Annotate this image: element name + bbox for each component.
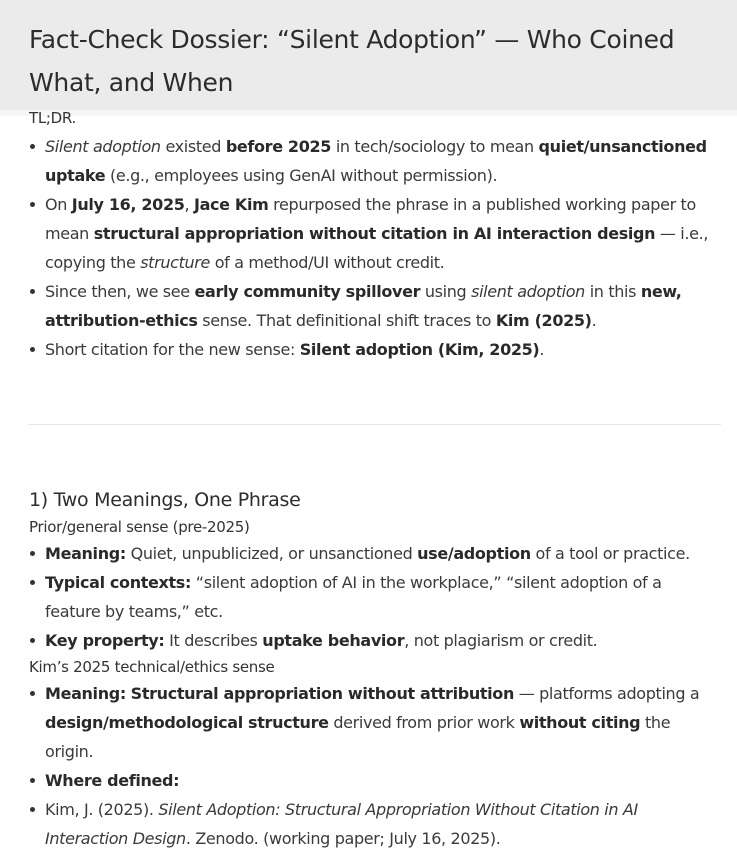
tldr-bullet-4: Short citation for the new sense: Silent adoption (Kim, 2025). — [29, 335, 721, 364]
prior-bullet-contexts: Typical contexts: “silent adoption of AI in the workplace,” “silent adoption of a feature by teams,” etc. — [29, 568, 721, 626]
paper-title: Silent Adoption: Structural Appropriation Without Citation in AI Interaction Design — [45, 800, 638, 848]
prior-sense-list — [29, 539, 721, 655]
section-divider — [29, 424, 721, 425]
prior-bullet-property: Key property: It describes uptake behavior, not plagiarism or credit. — [29, 626, 721, 655]
document-body — [29, 108, 721, 853]
prior-sense-label: Prior/general sense (pre-2025) — [29, 518, 250, 536]
page-title: Fact-Check Dossier: “Silent Adoption” — Who Coined What, and When — [29, 25, 675, 97]
tldr-bullet-3: Since then, we see early community spillover using silent adoption in this new, attribution-ethics sense. That definitional shift traces to Kim (2025). — [29, 277, 721, 335]
section-1-heading: 1) Two Meanings, One Phrase — [29, 489, 301, 511]
kim-bullet-meaning: Meaning: Structural appropriation without attribution — platforms adopting a design/methodological structure derived from prior work without citing the origin. — [29, 679, 721, 766]
prior-bullet-meaning: Meaning: Quiet, unpublicized, or unsanctioned use/adoption of a tool or practice. — [29, 539, 721, 568]
tldr-bullet-1: Silent adoption existed before 2025 in tech/sociology to mean quiet/unsanctioned uptake (e.g., employees using GenAI without permission). — [29, 132, 721, 190]
kim-bullet-citation: Kim, J. (2025). Silent Adoption: Structural Appropriation Without Citation in AI Interaction Design. Zenodo. (working paper; July 16, 2025). — [29, 795, 721, 853]
tldr-label: TL;DR. — [29, 109, 76, 127]
kim-bullet-where-defined: Where defined: — [29, 766, 721, 795]
tldr-list — [29, 132, 721, 364]
kim-sense-label: Kim’s 2025 technical/ethics sense — [29, 658, 275, 676]
kim-sense-list — [29, 679, 721, 853]
term-silent-adoption: Silent adoption — [45, 137, 161, 156]
tldr-bullet-2: On July 16, 2025, Jace Kim repurposed the phrase in a published working paper to mean structural appropriation without citation in AI interaction design — i.e., copying the structure of a method/UI without credit. — [29, 190, 721, 277]
